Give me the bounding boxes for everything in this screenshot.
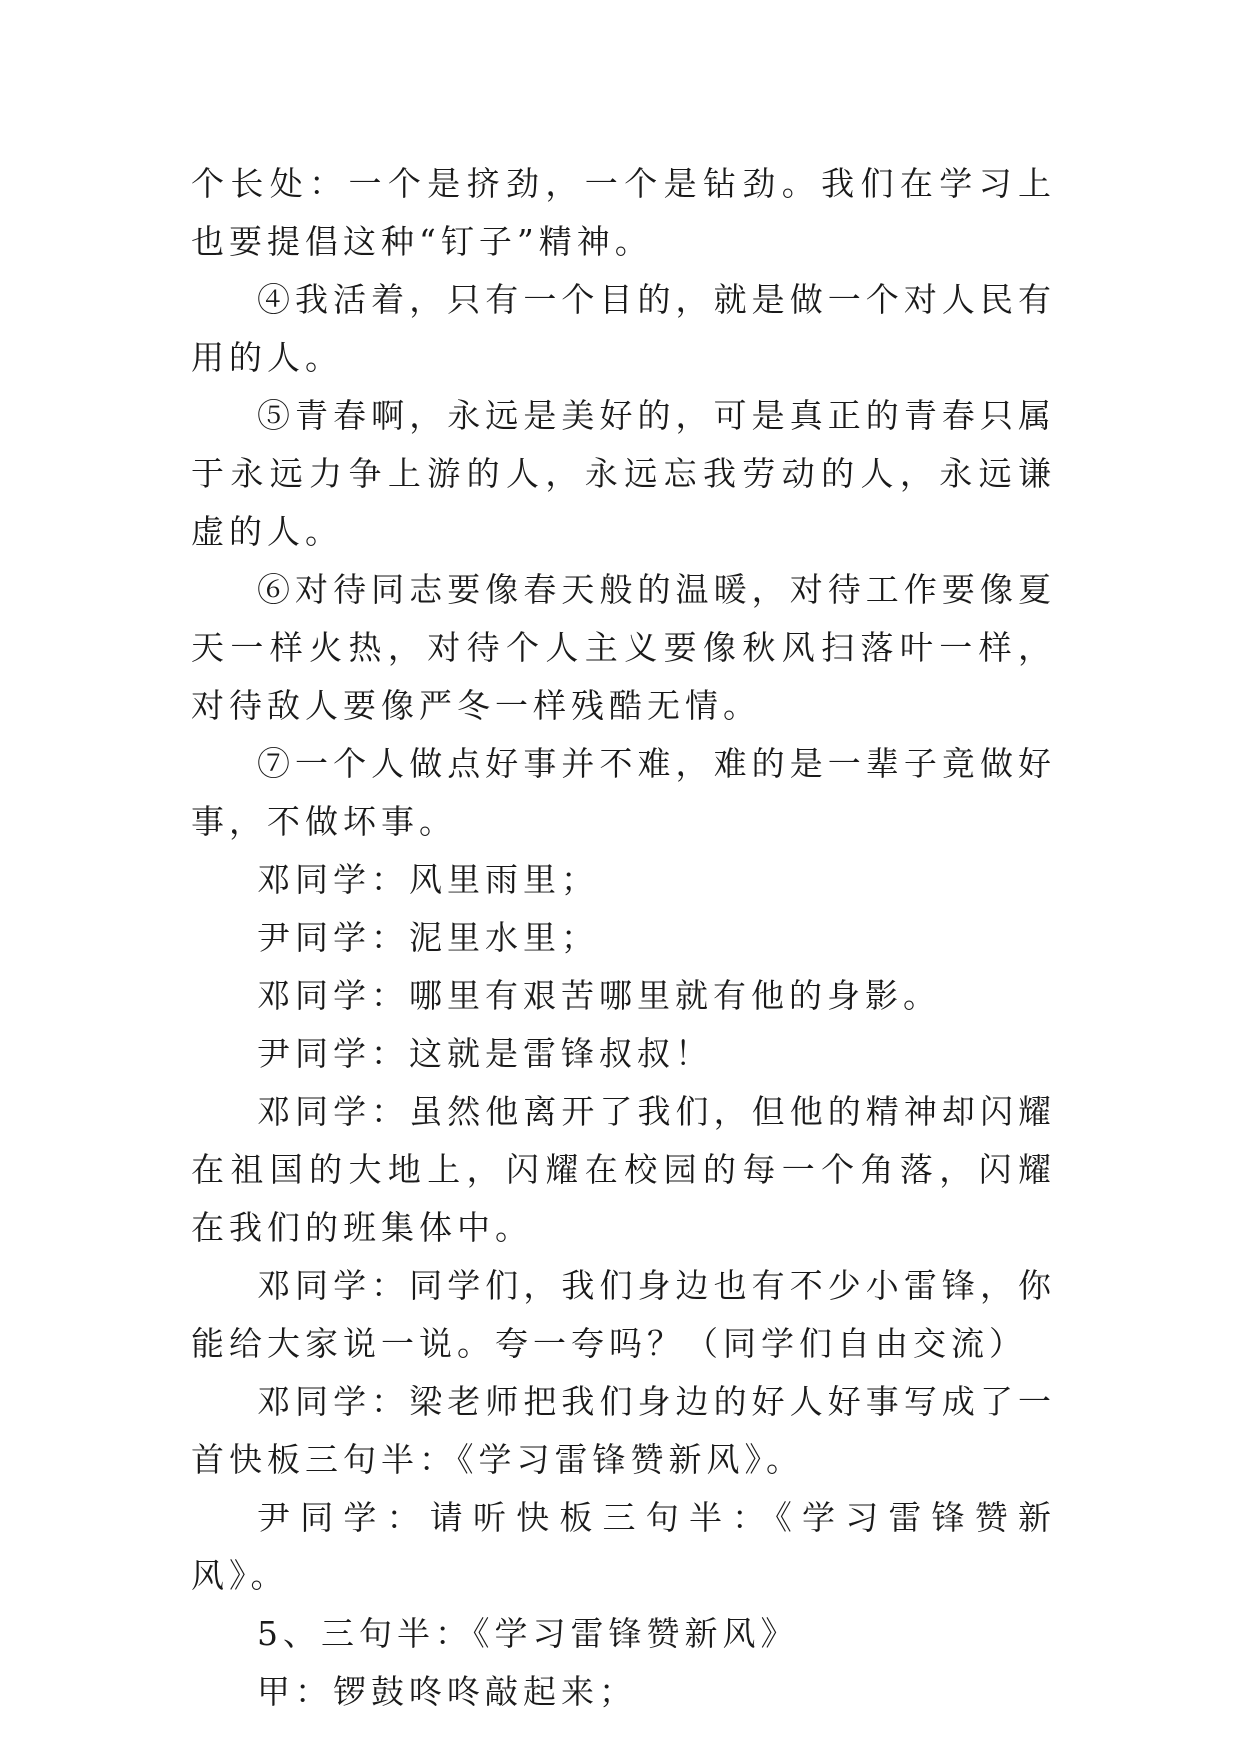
paragraph-15: 甲：锣鼓咚咚敲起来； — [257, 1672, 637, 1711]
paragraph-3: ⑤青春啊，永远是美好的，可是真正的青春只属于永远力争上游的人，永远忘我劳动的人，永远谦虚的人。 — [191, 396, 1056, 551]
paragraph-1: 个长处：一个是挤劲，一个是钻劲。我们在学习上也要提倡这种“钉子”精神。 — [191, 164, 1056, 261]
paragraph-13: 尹同学：请听快板三句半：《学习雷锋赞新风》。 — [191, 1498, 1056, 1595]
document-body — [191, 155, 1056, 1721]
paragraph-6: 邓同学：风里雨里； — [257, 860, 599, 899]
paragraph-2: ④我活着，只有一个目的，就是做一个对人民有用的人。 — [191, 280, 1056, 377]
paragraph-5: ⑦一个人做点好事并不难，难的是一辈子竟做好事，不做坏事。 — [191, 744, 1056, 841]
paragraph-10: 邓同学：虽然他离开了我们，但他的精神却闪耀在祖国的大地上，闪耀在校园的每一个角落，闪耀在我们的班集体中。 — [191, 1092, 1056, 1247]
paragraph-11: 邓同学：同学们，我们身边也有不少小雷锋，你能给大家说一说。夸一夸吗？（同学们自由交流） — [191, 1266, 1056, 1363]
paragraph-12: 邓同学：梁老师把我们身边的好人好事写成了一首快板三句半：《学习雷锋赞新风》。 — [191, 1382, 1056, 1479]
paragraph-9: 尹同学：这就是雷锋叔叔！ — [257, 1034, 713, 1073]
paragraph-14: 5、三句半：《学习雷锋赞新风》 — [257, 1614, 799, 1653]
paragraph-4: ⑥对待同志要像春天般的温暖，对待工作要像夏天一样火热，对待个人主义要像秋风扫落叶一样，对待敌人要像严冬一样残酷无情。 — [191, 570, 1056, 725]
paragraph-8: 邓同学：哪里有艰苦哪里就有他的身影。 — [257, 976, 941, 1015]
paragraph-7: 尹同学：泥里水里； — [257, 918, 599, 957]
